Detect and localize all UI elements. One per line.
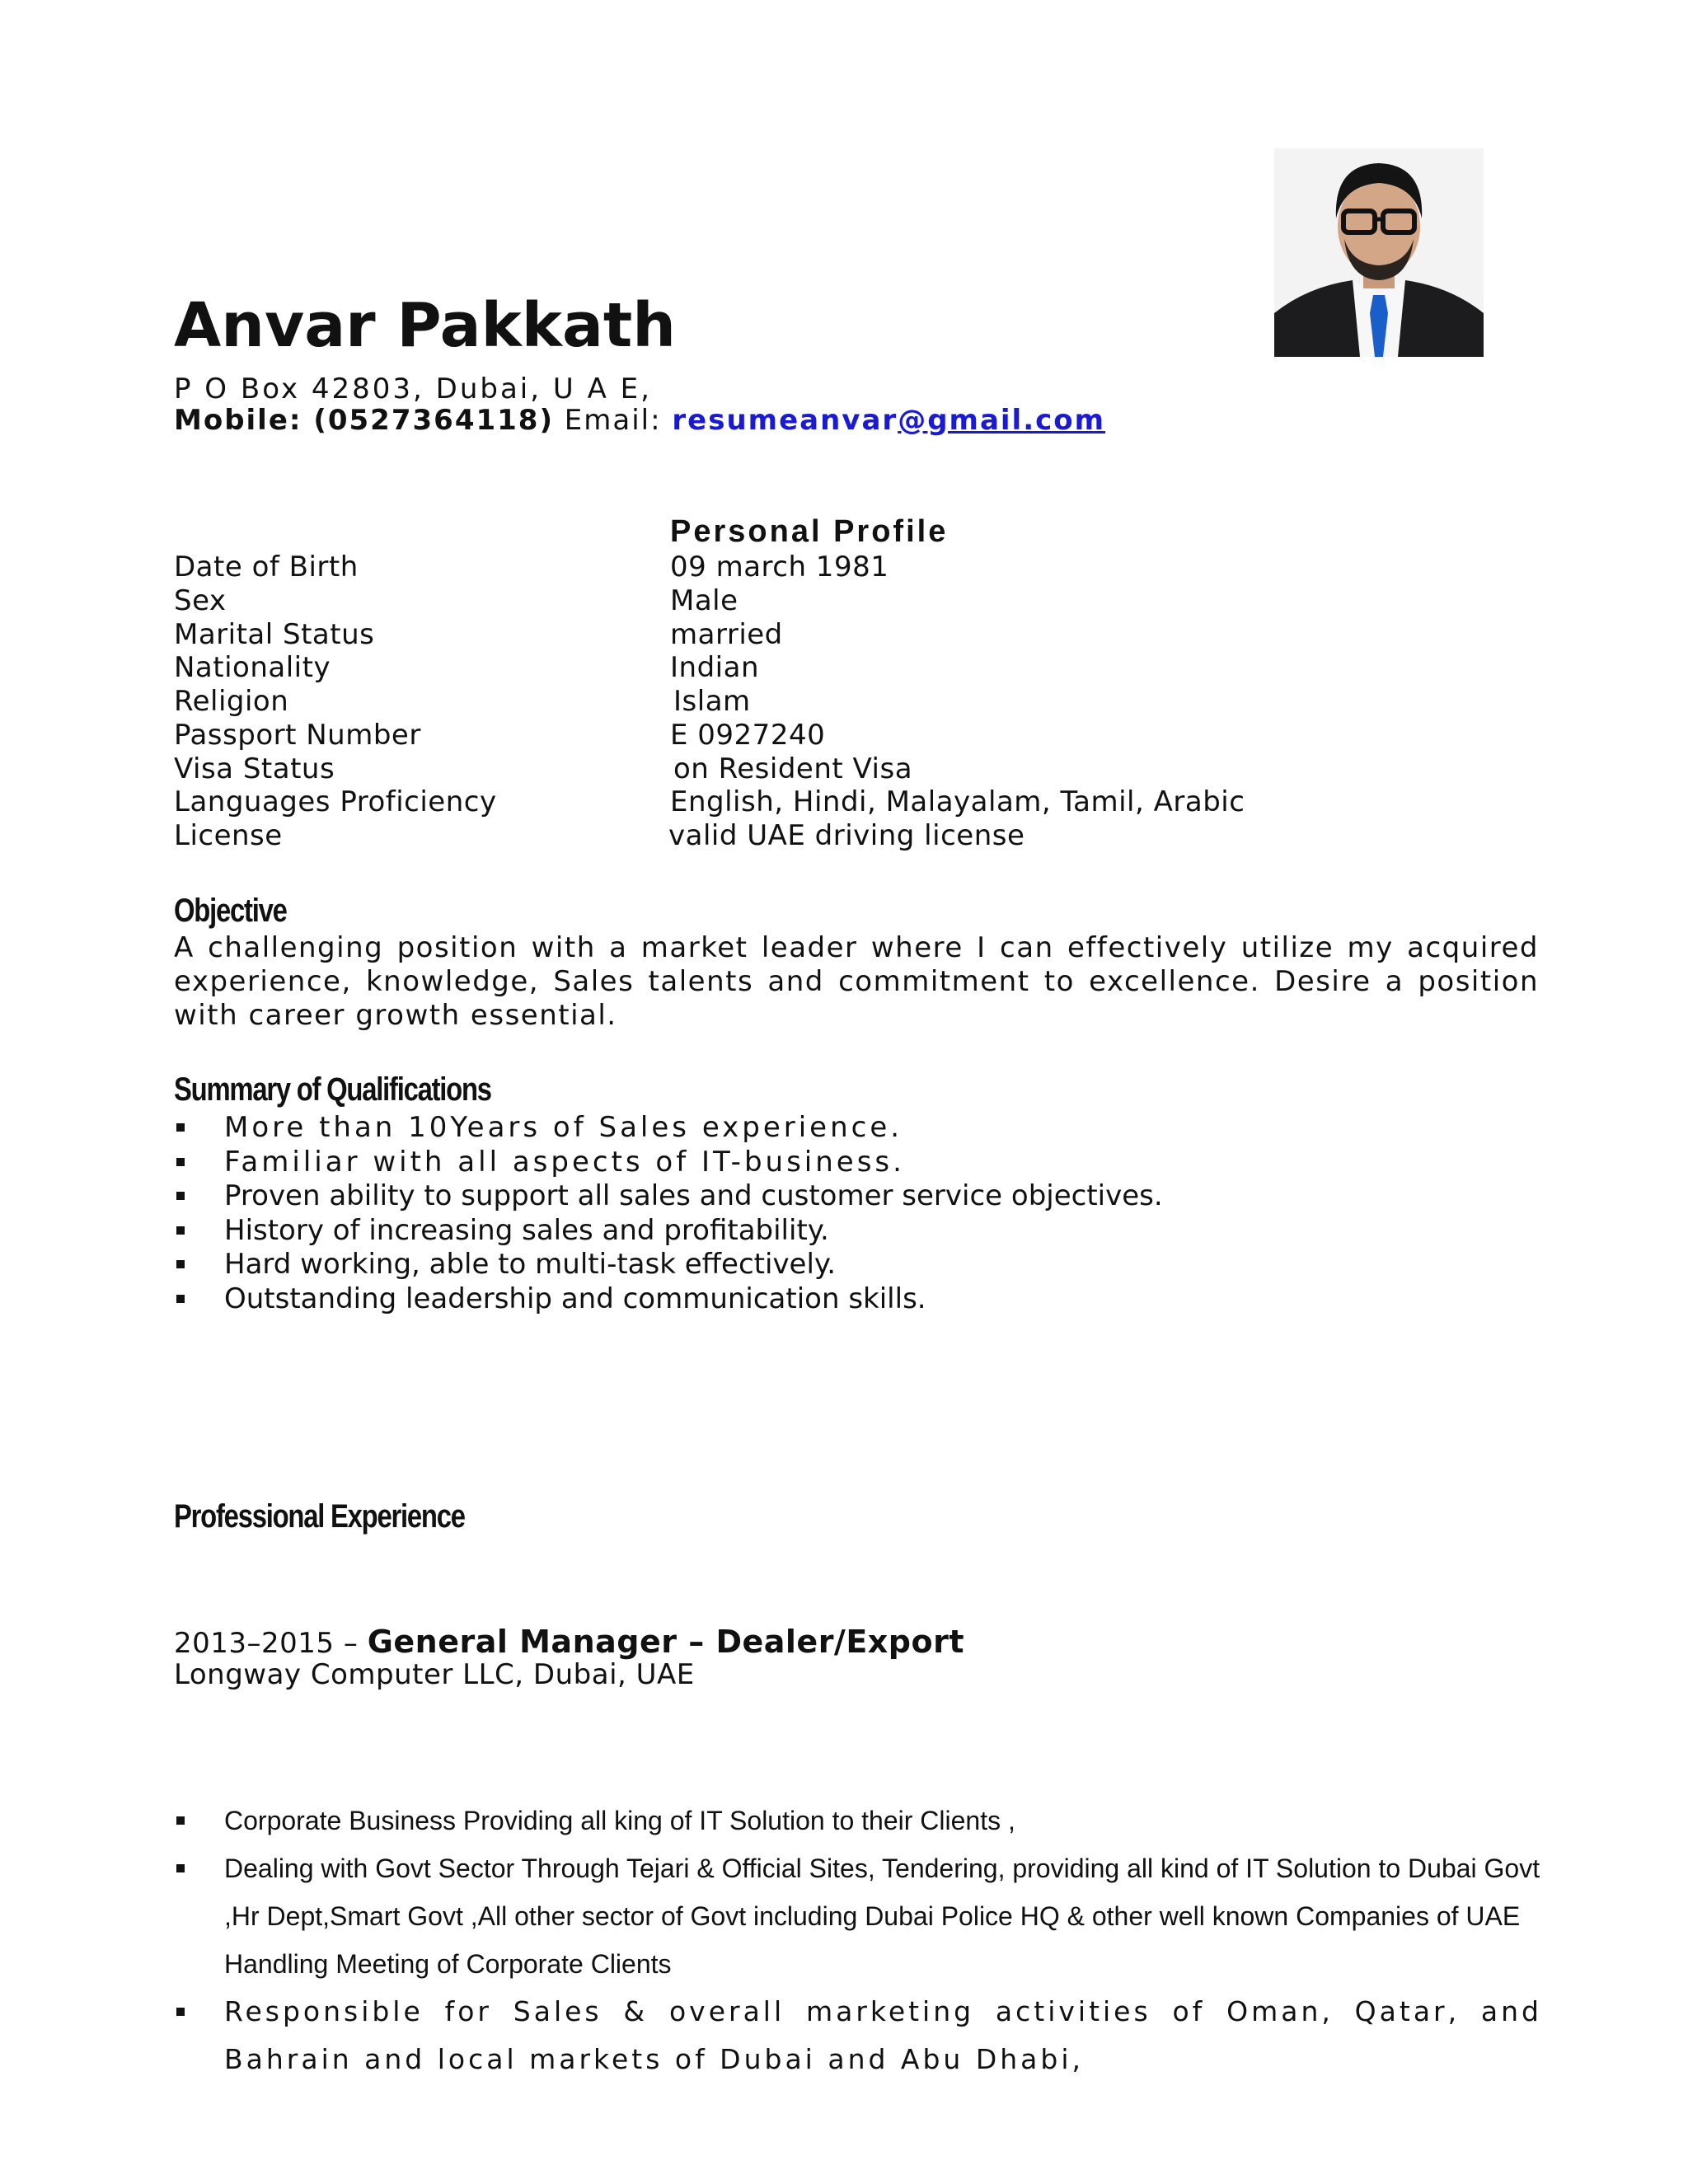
profile-label: Passport Number	[174, 719, 421, 752]
email-domain: @gmail.com	[898, 404, 1106, 437]
bullet-square-icon	[176, 1192, 185, 1200]
list-item	[174, 1179, 1575, 1214]
profile-value: on Resident Visa	[673, 752, 913, 785]
job-years: 2013–2015 –	[174, 1627, 359, 1660]
list-item-text: Responsible for Sales & overall marketing activities of Oman, Qatar, and Bahrain and local markets of Dubai and Abu Dhabi,	[224, 1995, 1542, 2075]
list-item-text: Proven ability to support all sales and customer service objectives.	[224, 1179, 1163, 1212]
profile-value: Male	[670, 584, 738, 617]
profile-value: E 0927240	[670, 719, 826, 752]
qualifications-list	[174, 1111, 1575, 1316]
experience-heading: Professional Experience	[174, 1498, 465, 1535]
profile-label: Religion	[174, 685, 289, 718]
objective-heading: Objective	[174, 893, 287, 929]
list-item	[174, 1988, 1542, 2083]
list-item-text: More than 10Years of Sales experience.	[224, 1111, 903, 1144]
objective-text: A challenging position with a market leader where I can effectively utilize my acquired experience, knowledge, Sales talents and commitment to excellence. Desire a position with career growth essential.	[174, 931, 1539, 1032]
profile-label: Visa Status	[174, 752, 335, 785]
profile-label: License	[174, 819, 283, 852]
list-item-text: History of increasing sales and profitability.	[224, 1213, 829, 1247]
profile-value: married	[670, 618, 783, 651]
email-label: Email:	[564, 404, 662, 437]
list-item-text: Dealing with Govt Sector Through Tejari & Official Sites, Tendering, providing all kind of IT Solution to Dubai Govt ,Hr Dept,Smart Govt ,All other sector of Govt including Dubai Police HQ & other well known Companies of UAE Handling Meeting of Corporate Clients	[224, 1854, 1540, 1979]
list-item	[174, 1844, 1542, 1988]
list-item	[174, 1111, 1575, 1146]
profile-label: Marital Status	[174, 618, 375, 651]
list-item	[174, 1797, 1542, 1844]
profile-value: English, Hindi, Malayalam, Tamil, Arabic	[670, 785, 1245, 818]
email-user: resumeanvar	[672, 404, 898, 437]
profile-label: Nationality	[174, 651, 331, 684]
contact-line	[174, 404, 1105, 437]
bullet-square-icon	[176, 1123, 185, 1132]
list-item	[174, 1282, 1575, 1317]
postal-address: P O Box 42803, Dubai, U A E,	[174, 373, 652, 405]
responsibilities-list	[174, 1797, 1542, 2083]
list-item-text: Hard working, able to multi-task effectively.	[224, 1248, 837, 1281]
profile-label: Date of Birth	[174, 551, 359, 583]
profile-label: Languages Proficiency	[174, 785, 497, 818]
profile-photo-image	[1274, 148, 1484, 357]
qualifications-heading: Summary of Qualifications	[174, 1071, 491, 1108]
list-item	[174, 1146, 1575, 1180]
bullet-square-icon	[176, 1226, 185, 1235]
job-company: Longway Computer LLC, Dubai, UAE	[174, 1658, 695, 1691]
list-item	[174, 1248, 1575, 1282]
personal-profile-heading: Personal Profile	[670, 514, 949, 549]
profile-value: Indian	[670, 651, 759, 684]
candidate-name: Anvar Pakkath	[174, 290, 676, 361]
bullet-square-icon	[176, 1816, 185, 1825]
bullet-square-icon	[176, 1864, 185, 1872]
profile-photo	[1274, 148, 1484, 357]
profile-label: Sex	[174, 584, 227, 617]
mobile-number: Mobile: (0527364118)	[174, 404, 554, 437]
bullet-square-icon	[176, 2008, 185, 2016]
list-item-text: Familiar with all aspects of IT-business.	[224, 1145, 905, 1179]
list-item-text: Corporate Business Providing all king of IT Solution to their Clients ,	[224, 1806, 1015, 1835]
job-role: General Manager – Dealer/Export	[367, 1624, 964, 1660]
bullet-square-icon	[176, 1260, 185, 1268]
list-item	[174, 1214, 1575, 1249]
list-item-text: Outstanding leadership and communication skills.	[224, 1282, 926, 1315]
email-link[interactable]	[672, 404, 1105, 437]
job-title-line	[174, 1624, 964, 1660]
profile-value: valid UAE driving license	[668, 819, 1025, 852]
profile-value: Islam	[673, 685, 751, 718]
bullet-square-icon	[176, 1295, 185, 1303]
profile-value: 09 march 1981	[670, 551, 889, 583]
bullet-square-icon	[176, 1158, 185, 1166]
